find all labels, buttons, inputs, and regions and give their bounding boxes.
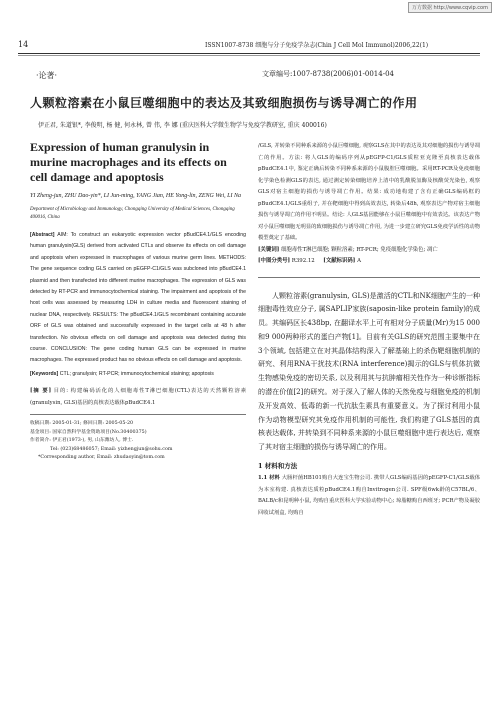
chinese-title: 人颗粒溶素在小鼠巨噬细胞中的表达及其致细胞损伤与诱导凋亡的作用 — [30, 96, 418, 110]
class-value: R392.12 — [291, 257, 315, 264]
chinese-authors: 伊正君, 朱道银*, 李俊明, 杨 健, 何永林, 曾 伟, 李 娜 (重庆医科大学微生物学与免疫学教研室, 重庆 400016) — [38, 122, 327, 129]
keywords-label: [Keywords] — [30, 370, 59, 377]
cn-keywords-text: 细胞毒性T淋巴细胞; 颗粒溶素; RT-PCR; 免疫细胞化学染色; 凋亡 — [281, 246, 438, 253]
right-column — [258, 141, 480, 519]
section-label: ·论著· — [36, 71, 58, 80]
footnote-corresponding: *Corresponding author, Email: zhudaoyin@tom.com — [38, 455, 165, 461]
keywords-text: CTL; granulysin; RT-PCR; immunocytochemical staining; apoptosis — [59, 370, 214, 377]
footnote-rule — [30, 414, 246, 415]
article-number: 文章编号:1007-8738(2006)01-0014-04 — [262, 70, 394, 78]
english-abstract — [30, 230, 246, 367]
header-rule — [18, 53, 480, 54]
abstract-text: AIM: To construct an eukaryotic expression vector pBudCE4.1/GLS encoding human granulysin(GLS) derived from activated CTLs and observe its effects on cell damage and apoptosis when expressed in macrophages of various murine germ lines. METHODS: The gene sequence coding GLS carried on pEGFP-C1/GLS was subcloned into pBudCE4.1 plasmid and then transfected into different murine macrophages. The expression of GLS was detected by RT-PCR and immunocytochemical staining. The impairment and apoptosis of the host cells was assessed by measuring LDH in culture media and fluorescent staining of nuclear DNA, respectively. RESULTS: The pBudCE4.1/GLS recombinant containing accurate ORF of GLS was obtained and successfully expressed in the target cells at 48 h after transfection. No obvious effects on cell damage and apoptosis was detected during this course. CONCLUSION: The gene coding human GLS can be expressed in murine macrophages. The expressed product has no obvious effects on cell damage and apoptosis. — [30, 232, 246, 364]
materials-paragraph — [258, 473, 480, 519]
footnotes — [30, 420, 246, 463]
footnote-author: 作者简介: 伊正君(1973-), 男, 山东潍坊人, 博士. — [30, 438, 134, 444]
cn-keywords-label: [关键词] — [258, 246, 280, 253]
english-affiliation: Department of Microbiology and Immunology, Chongqing University of Medical Sciences, Chongqing 400016, China — [30, 207, 235, 220]
cn-keywords — [258, 245, 480, 256]
code-value: A — [357, 257, 361, 264]
header-rule-thin — [18, 55, 480, 56]
intro-paragraph: 人颗粒溶素(granulysin, GLS)是激活的CTL和NK细胞产生的一种细胞毒性效应分子, 属SAPLIP家族(saposin-like protein family)的成员。其编码区长438bp, 在翻译水平上可有相对分子质量(Mr)为15 000和9 000两种形式的蛋白产物[1]。目前有关GLS的研究范围主要集中在3个领域, 包括建立在对其晶体结构深入了解基础上的杀伤靶细胞机制的研究、利用RNA干扰技术(RNA interference)揭示的GLS与机体抗微生物感染免疫的密切关系, 以及利用其与抗肿瘤相关性作为一种诊断指标的潜在价值[2]的研究。对于深入了解人体的天然免疫与细胞免疫的机制及开发高效、低毒的新一代抗肽生素具有重要意义。为了探讨利用小鼠作为动物模型研究其免疫作用机制的可能性, 我们构建了GLS基因的真核表达载体, 并转染到不同种系来源的小鼠巨噬细胞中进行表达后, 观察了其对宿主细胞的损伤与诱导凋亡的作用。 — [258, 291, 480, 452]
cn-abstract-label: [摘 要] — [30, 388, 52, 395]
english-title: Expression of human granulysin in murine macrophages and its effects on cell damage and apoptosis — [30, 140, 227, 184]
footnote-contact: Tel: (023)68486057; Email: yizhengjun@sohu.com — [50, 446, 173, 452]
page-number: 14 — [18, 40, 29, 49]
abstract-end-rule — [258, 277, 480, 278]
section-heading-1: 1 材料和方法 — [258, 462, 298, 471]
footnote-fund: 基金项目: 国家自然科学基金资助项目(No.30400375) — [30, 429, 147, 435]
cn-abstract-text-head: 目的: 构建编码活化的人细胞毒性T淋巴细胞(CTL)表达的天然颗粒溶素(granulysin, GLS)基因的真核表达载体pBudCE4.1 — [30, 388, 246, 406]
english-authors: YI Zheng-jun, ZHU Dao-yin*, LI Jun-ming, YANG Jian, HE Yong-lin, ZENG Wei, LI Na — [30, 193, 241, 199]
watermark-stamp: 万方数据 http://www.cqvip.com — [408, 2, 492, 13]
materials-text: 大肠杆菌HB101购自大连宝生物公司. 携带人GLS编码基因的pEGFP-C1/GLS载体为本室构建. 真核表达质粒pBudCE4.1购自Invitrogen公司. SPF级6wk龄的C57BL/6、BALB/c和昆明种小鼠, 均购自重庆医科大学实验动物中心; 琼脂糖购自西班牙; PCR产物及凝胶回收试剂盒, 均购自 — [258, 475, 481, 516]
cn-abstract-continued: /GLS, 并转染不同种系来源的小鼠巨噬细胞, 观察GLS在其中的表达及其对细胞的损伤与诱导凋亡的作用。方法: 将人GLS的编码序列从pEGFP-C1/GLS质粒亚克隆至真核表达载体pBudCE4.1中, 鉴定正确后转染不同种系来源的小鼠腹腔巨噬细胞。采用RT-PCR及免疫细胞化学染色检测GLS的表达, 通过测定转染细胞培养上清中的乳酸脱氢酶及核酸荧光染色, 观察GLS对宿主细胞的损伤与诱导凋亡作用。结果: 成功地构建了含有正确GLS编码框的pBudCE4.1/GLS重组子, 并在靶细胞中得到高效表达, 转染后48h, 观察表达产物对宿主细胞损伤与诱导凋亡的作用不明显。结论: 人GLS基因能够在小鼠巨噬细胞中有效表达。该表达产物对小鼠巨噬细胞无明显的致细胞损伤与诱导凋亡作用, 为进一步建立研究GLS免疫学活性的动物模型奠定了基础。 — [258, 143, 480, 241]
footnote-received: 收稿日期: 2005-01-31; 修回日期: 2005-05-20 — [30, 421, 134, 427]
journal-header: ISSN1007-8738 细胞与分子免疫学杂志(Chin J Cell Mol Immunol)2006,22(1) — [205, 42, 429, 49]
section-heading-1-1: 1.1 材料 — [258, 475, 280, 482]
english-keywords — [30, 369, 246, 380]
classification — [258, 256, 480, 267]
class-label: [中图分类号] — [258, 257, 291, 264]
abstract-label: [Abstract] — [30, 232, 55, 238]
code-label: [文献标识码] — [323, 257, 356, 264]
chinese-abstract-start — [30, 386, 246, 409]
left-column — [30, 140, 246, 463]
